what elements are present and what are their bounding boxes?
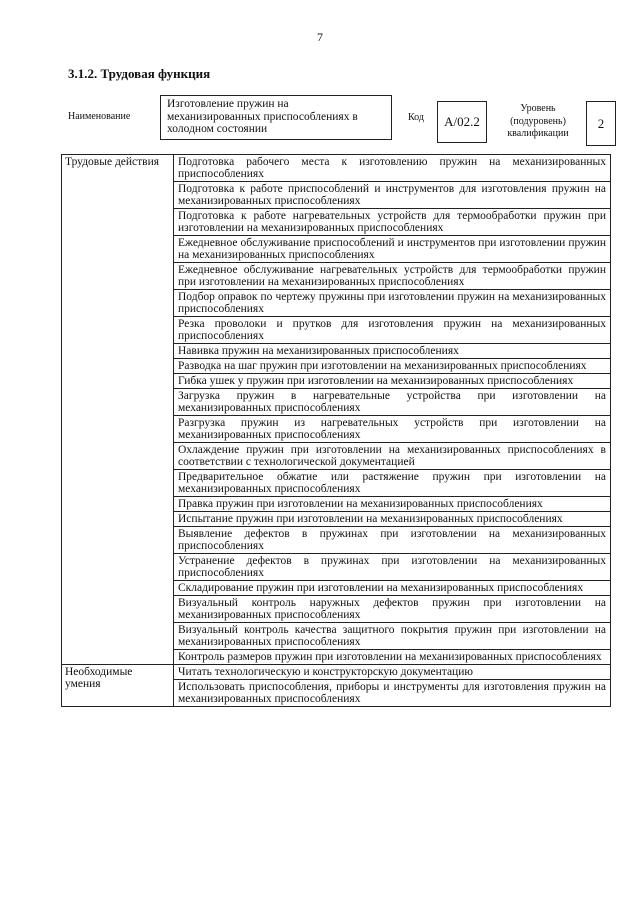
table-cell-item: Подбор оправок по чертежу пружины при изготовлении пружин на механизированных приспособлениях — [174, 290, 611, 317]
table-cell-item: Разводка на шаг пружин при изготовлении на механизированных приспособлениях — [174, 359, 611, 374]
table-cell-item: Предварительное обжатие или растяжение пружин при изготовлении на механизированных приспособлениях — [174, 470, 611, 497]
name-label: Наименование — [68, 111, 131, 122]
table-cell-item: Навивка пружин на механизированных приспособлениях — [174, 344, 611, 359]
labor-function-table — [61, 154, 611, 707]
table-cell-item: Правка пружин при изготовлении на механизированных приспособлениях — [174, 497, 611, 512]
code-box: А/02.2 — [437, 101, 487, 143]
table-cell-item: Подготовка к работе приспособлений и инструментов для изготовления пружин на механизированных приспособлениях — [174, 182, 611, 209]
table-cell-item: Контроль размеров пружин при изготовлении на механизированных приспособлениях — [174, 650, 611, 665]
table-row — [62, 155, 611, 182]
table-cell-item: Резка проволоки и прутков для изготовления пружин на механизированных приспособлениях — [174, 317, 611, 344]
function-name-box: Изготовление пружин на механизированных приспособлениях в холодном состоянии — [160, 95, 392, 140]
table-cell-item: Читать технологическую и конструкторскую документацию — [174, 665, 611, 680]
table-cell-item: Выявление дефектов в пружинах при изготовлении на механизированных приспособлениях — [174, 527, 611, 554]
table-cell-item: Охлаждение пружин при изготовлении на механизированных приспособлениях в соответствии с технологической документацией — [174, 443, 611, 470]
table-cell-item: Подготовка рабочего места к изготовлению пружин на механизированных приспособлениях — [174, 155, 611, 182]
table-cell-item: Визуальный контроль качества защитного покрытия пружин при изготовлении на механизированных приспособлениях — [174, 623, 611, 650]
table-cell-item: Подготовка к работе нагревательных устройств для термообработки пружин при изготовлении на механизированных приспособлениях — [174, 209, 611, 236]
page-number: 7 — [317, 30, 323, 44]
section-title: 3.1.2. Трудовая функция — [68, 66, 211, 81]
group-title: Необходимые умения — [62, 665, 174, 707]
table-cell-item: Ежедневное обслуживание нагревательных устройств для термообработки пружин при изготовлении на механизированных приспособлениях — [174, 263, 611, 290]
table-cell-item: Использовать приспособления, приборы и инструменты для изготовления пружин на механизированных приспособлениях — [174, 680, 611, 707]
table-cell-item: Гибка ушек у пружин при изготовлении на механизированных приспособлениях — [174, 374, 611, 389]
qualification-level-label: Уровень (подуровень) квалификации — [507, 103, 569, 139]
code-label: Код — [408, 112, 424, 123]
table-cell-item: Устранение дефектов в пружинах при изготовлении на механизированных приспособлениях — [174, 554, 611, 581]
table-cell-item: Складирование пружин при изготовлении на механизированных приспособлениях — [174, 581, 611, 596]
table-row — [62, 665, 611, 680]
table-cell-item: Ежедневное обслуживание приспособлений и инструментов при изготовлении пружин на механизированных приспособлениях — [174, 236, 611, 263]
qualification-level-box: 2 — [586, 101, 616, 146]
table-cell-item: Загрузка пружин в нагревательные устройства при изготовлении на механизированных приспособлениях — [174, 389, 611, 416]
table-cell-item: Разгрузка пружин из нагревательных устройств при изготовлении на механизированных приспособлениях — [174, 416, 611, 443]
table-cell-item: Испытание пружин при изготовлении на механизированных приспособлениях — [174, 512, 611, 527]
group-title: Трудовые действия — [62, 155, 174, 665]
table-cell-item: Визуальный контроль наружных дефектов пружин при изготовлении на механизированных приспособлениях — [174, 596, 611, 623]
